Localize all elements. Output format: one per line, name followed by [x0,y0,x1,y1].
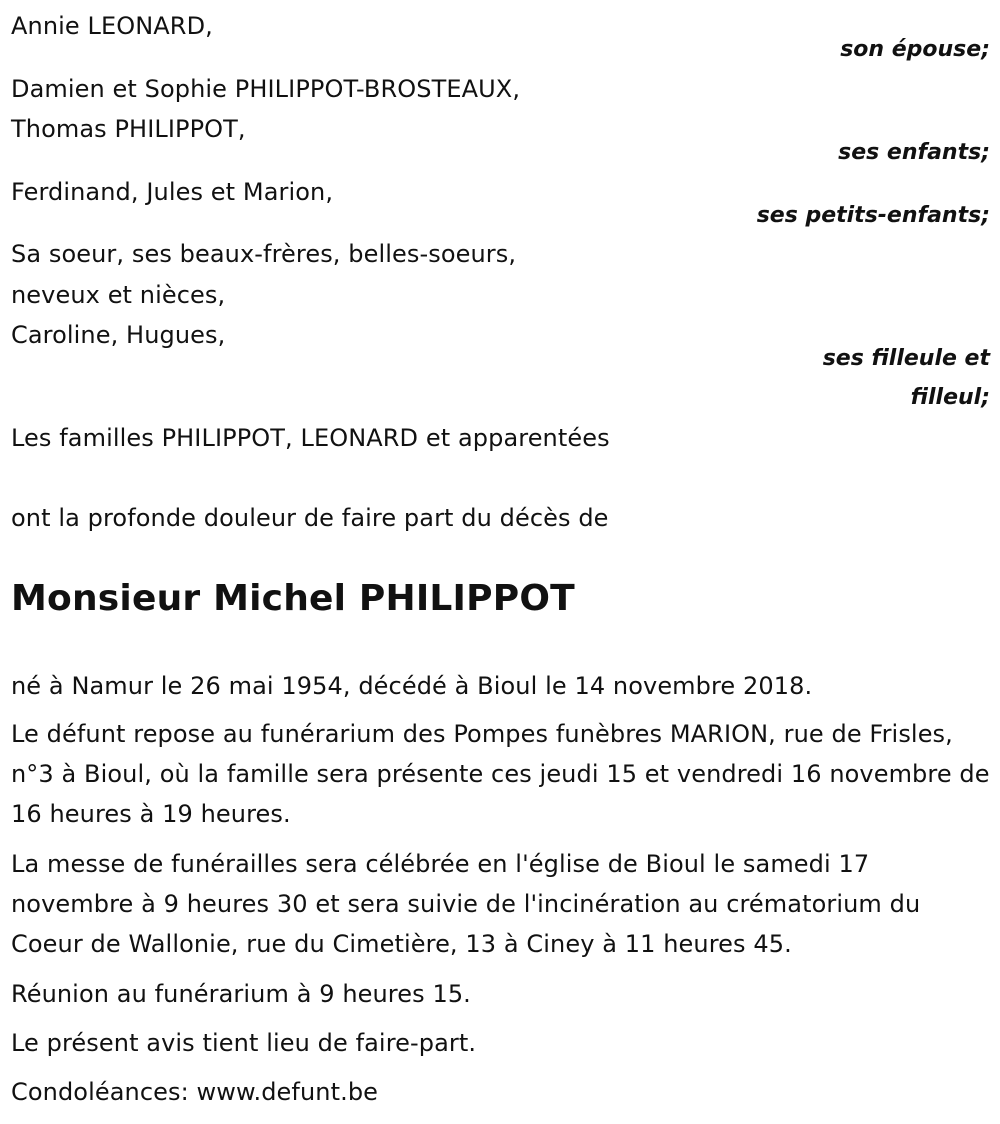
children-line-1: Damien et Sophie PHILIPPOT-BROSTEAUX, [11,75,521,103]
relatives-line-1: Sa soeur, ses beaux-frères, belles-soeurs, [11,240,517,268]
meeting-line: Réunion au funérarium à 9 heures 15. [11,980,471,1008]
grandchildren-role: ses petits-enfants; [756,203,990,228]
relatives-line-2: neveux et nièces, [11,281,226,309]
children-line-2: Thomas PHILIPPOT, [11,115,246,143]
mass-paragraph: La messe de funérailles sera célébrée en l'église de Bioul le samedi 17 novembre à 9 heures 30 et sera suivie de l'incinération au crématorium du Coeur de Wallonie, rue du Cimetière, 13 à Ciney à 11 heures 45. [11,850,921,958]
birth-death-line: né à Namur le 26 mai 1954, décédé à Bioul le 14 novembre 2018. [11,672,813,700]
children-role: ses enfants; [838,140,990,165]
families-line: Les familles PHILIPPOT, LEONARD et apparentées [11,424,610,452]
grandchildren-names: Ferdinand, Jules et Marion, [11,178,334,206]
funerarium-paragraph: Le défunt repose au funérarium des Pompes funèbres MARION, rue de Frisles, n°3 à Bioul, où la famille sera présente ces jeudi 15 et vendredi 16 novembre de 16 heures à 19 heures. [11,720,990,828]
spouse-name: Annie LEONARD, [11,12,213,40]
godchildren-role-line-1: ses filleule et [822,346,990,371]
godchildren-role-line-2: filleul; [910,385,990,410]
deceased-name: Monsieur Michel PHILIPPOT [11,578,575,619]
spouse-role: son épouse; [840,37,990,62]
godchildren-names: Caroline, Hugues, [11,321,226,349]
announcement-line: ont la profonde douleur de faire part du décès de [11,504,609,532]
condolences-line: Condoléances: www.defunt.be [11,1078,379,1106]
notice-line: Le présent avis tient lieu de faire-part. [11,1029,477,1057]
